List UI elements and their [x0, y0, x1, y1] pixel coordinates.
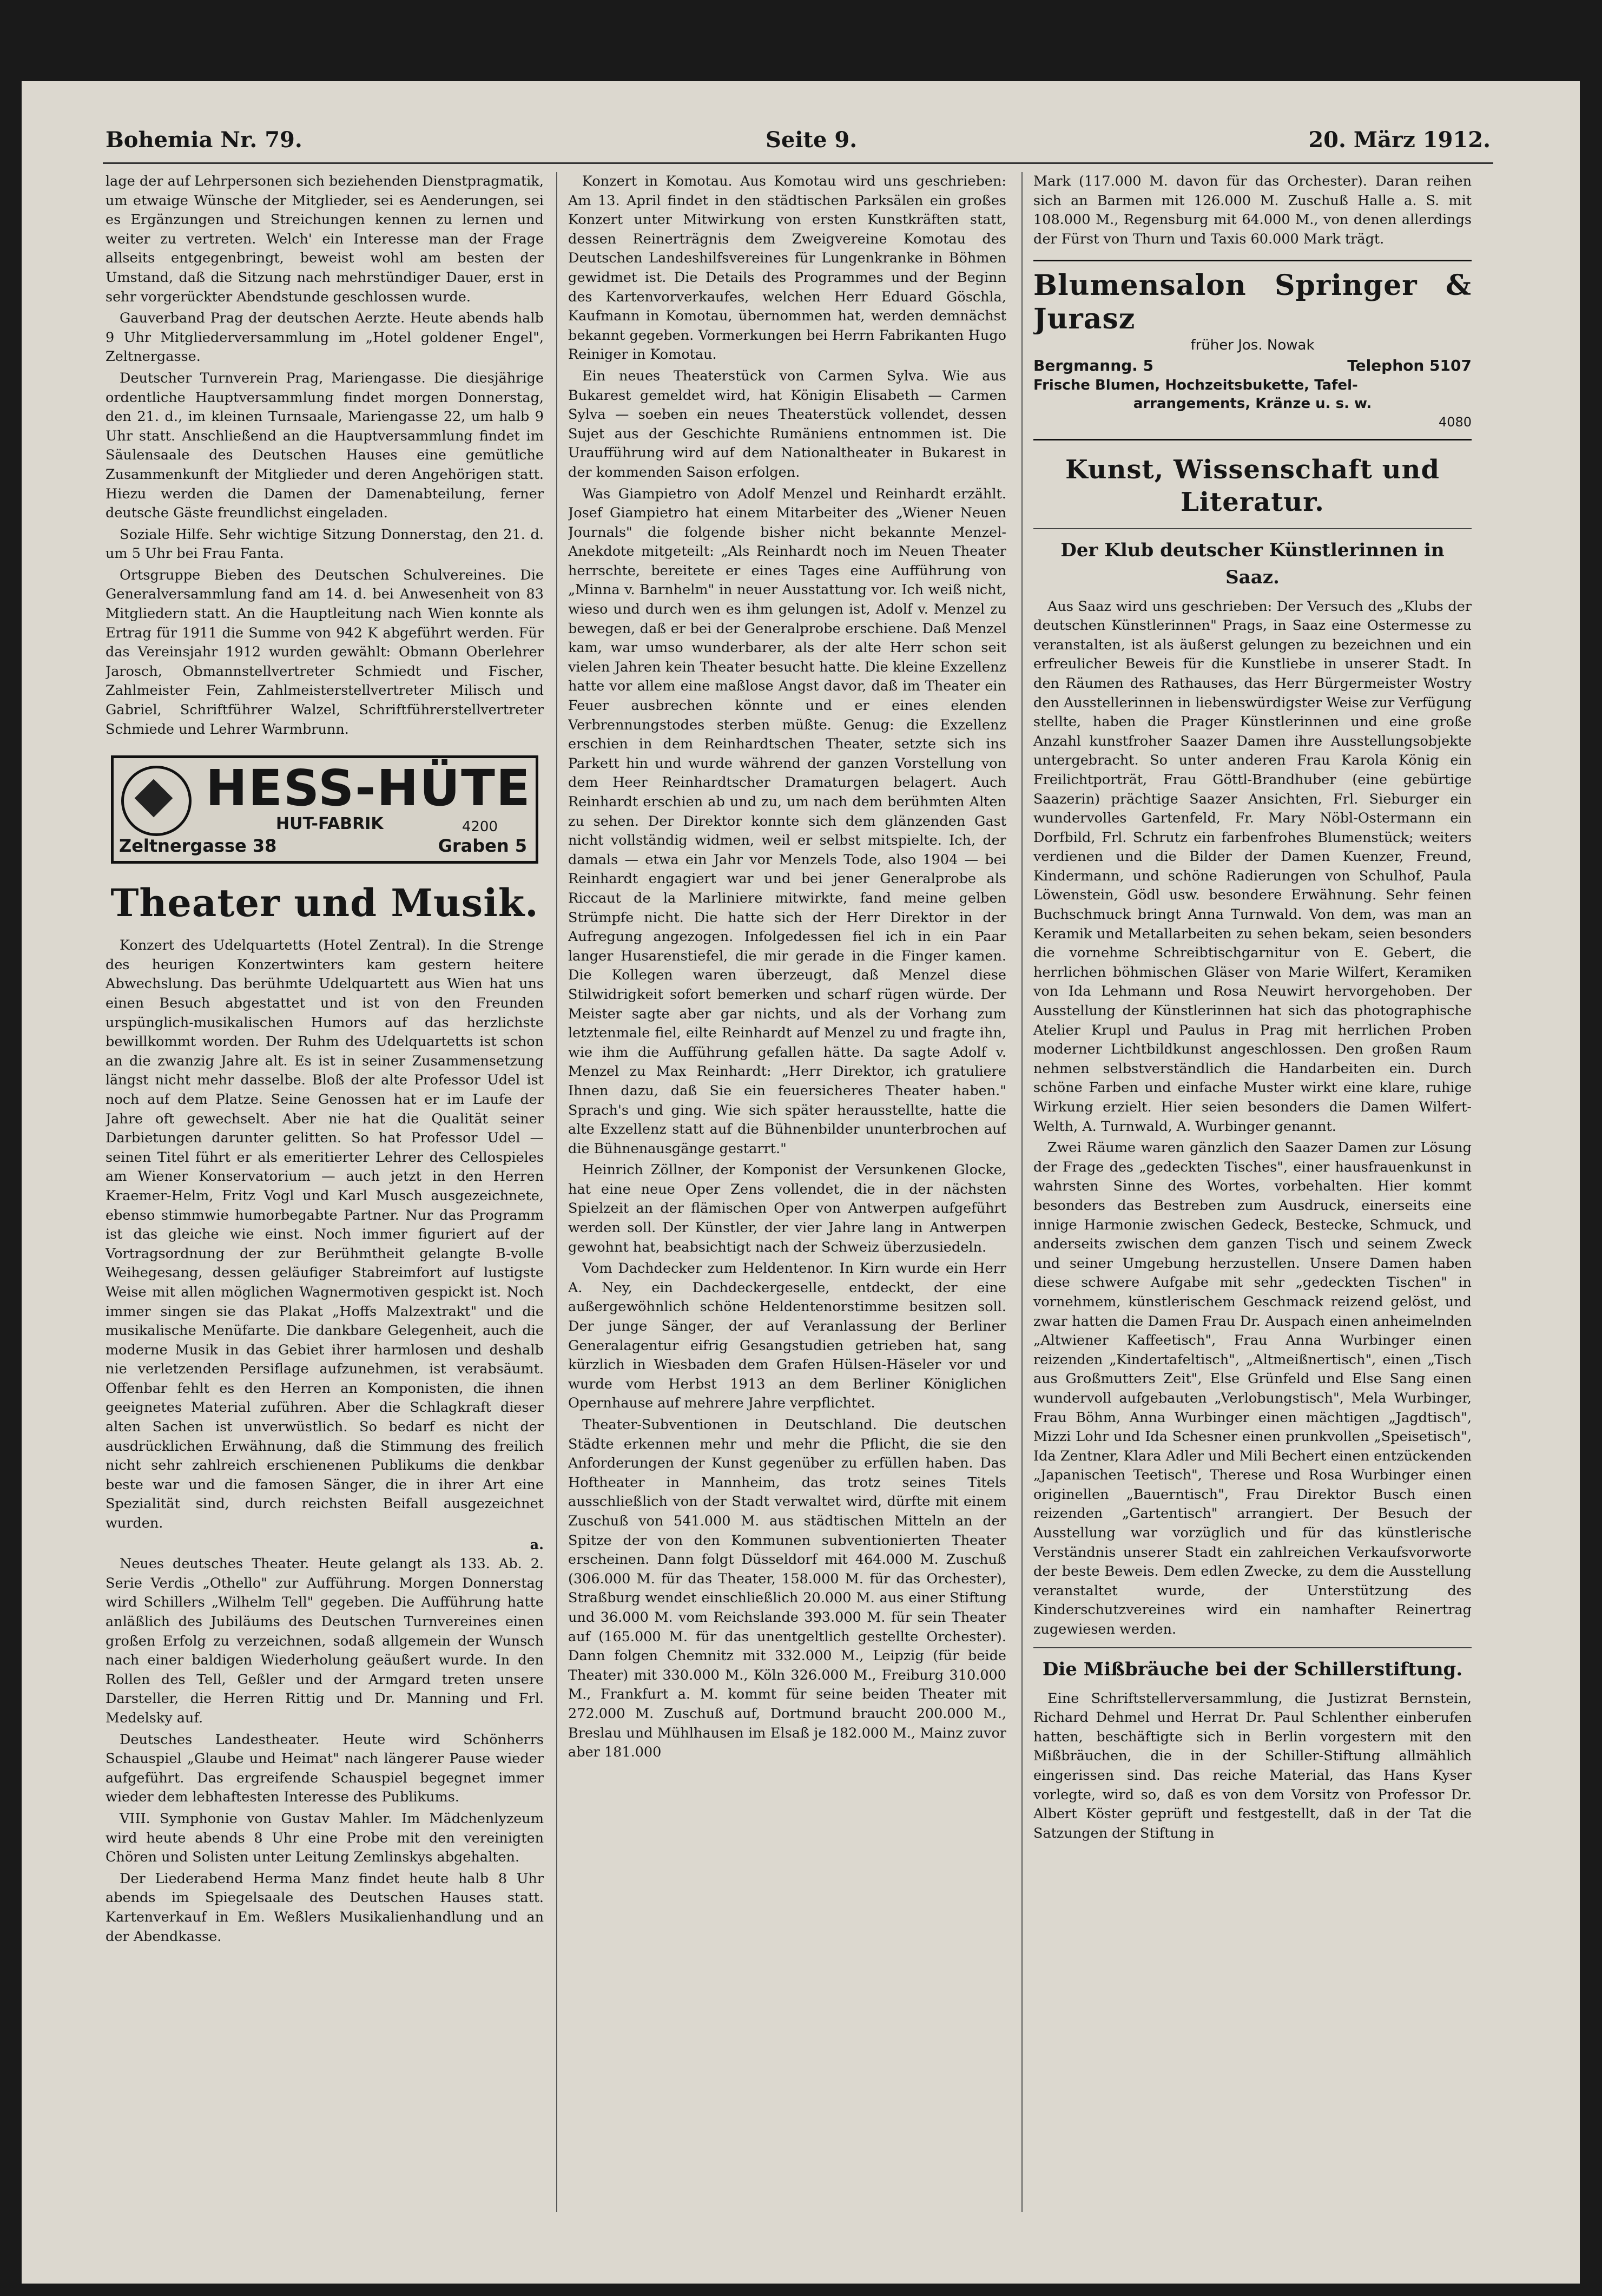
ad-address: Zeltnergasse 38 — [119, 835, 277, 856]
article-paragraph: Konzert in Komotau. Aus Komotau wird uns geschrieben: Am 13. April findet in den städtischen Parksälen ein großes Konzert unter Mitwirkung von ersten Kunstkräften statt, dessen Reinerträgnis dem Zweigvereine Komotau des Deutschen Landeshilfsvereines für Lungenkranke in Böhmen gewidmet ist. Die Details des Programmes und der Beginn des Kartenvorverkaufes, welchen Herr Eduard Göschla, Kaufmann in Komotau, übernommen hat, werden demnächst bekannt gegeben. Vormerkungen bei Herrn Fabrikanten Hugo Reiniger in Komotau. — [568, 173, 1006, 363]
newspaper-page — [22, 81, 1580, 2284]
header-date: 20. März 1912. — [1308, 127, 1491, 153]
article-paragraph: Heinrich Zöllner, der Komponist der Versunkenen Glocke, hat eine neue Oper Zens vollendet, die in der nächsten Spielzeit an der flämischen Oper von Antwerpen aufgeführt werden soll. Der Künstler, der vier Jahre lang in Antwerpen gewohnt hat, beabsichtigt nach der Schweiz überzusiedeln. — [568, 1162, 1006, 1255]
article-paragraph: Soziale Hilfe. Sehr wichtige Sitzung Donnerstag, den 21. d. um 5 Uhr bei Frau Fanta. — [106, 526, 544, 562]
article-paragraph: Konzert des Udelquartetts (Hotel Zentral). In die Strenge des heurigen Konzertwinters kam gestern heitere Abwechslung. Das berühmte Udelquartett aus Wien hat uns einen Besuch abgestattet und ist von den Freunden urspünglich-musikalischen Humors auf das herzlichste bewillkommt worden. Der Ruhm des Udelquartetts ist schon an die zwanzig Jahre alt. Es ist in seiner Zusammensetzung längst nicht mehr dasselbe. Bloß der alte Professor Udel ist noch auf dem Platze. Seine Genossen hat er im Laufe der Jahre oft gewechselt. Aber nie hat die Qualität seiner Darbietungen darunter gelitten. So hat Professor Udel — seinen Titel führt er als emeritierter Lehrer des Cellospieles am Wiener Konservatorium — auch jetzt in den Herren Kraemer-Helm, Fritz Vogl und Karl Musch ausgezeichnete, ebenso stimmwie humorbegabte Partner. Nur das Programm ist das gleiche wie einst. Noch immer figuriert auf der Vortragsordnung der zur Berühmtheit gelangte B-volle Weihegesang, dessen geläufiger Stabreimfort auf lustigste Weise mit allen möglichen Wagnermotiven gespickt ist. Noch immer singen sie das Plakat „Hoffs Malzextrakt" und die musikalische Menüfarte. Die dankbare Gelegenheit, auch die moderne Musik in das Gebiet ihrer harmlosen und deshalb nie verletzenden Persiflage aufzunehmen, ist verabsäumt. Offenbar fehlt es den Herren an Komponisten, die ihnen geeignetes Material zuführen. Aber die Schlagkraft dieser alten Sachen ist unverwüstlich. So bedarf es nicht der ausdrücklichen Erwähnung, daß die Stimmung des freilich nicht sehr zahlreich erschienenen Publikums die denkbar beste war und die famosen Sänger, die in ihrer Art eine Spezialität sind, durch reichsten Beifall ausgezeichnet wurden. — [106, 937, 544, 1532]
header-publication: Bohemia Nr. 79. — [106, 127, 302, 153]
ad-line: arrangements, Kränze u. s. w. — [1133, 395, 1372, 412]
header-rule — [103, 162, 1493, 164]
article-paragraph: Aus Saaz wird uns geschrieben: Der Versuch des „Klubs der deutschen Künstlerinnen" Prags, in Saaz eine Ostermesse zu veranstalten, ist als äußerst gelungen zu bezeichnen und ein erfreulicher Beweis für die Kunstliebe in unserer Stadt. In den Räumen des Rathauses, das Herr Bürgermeister Wostry den Ausstellerinnen in liebenswürdigster Weise zur Verfügung stellte, haben die Prager Künstlerinnen und eine große Anzahl kunstfroher Saazer Damen ihre Ausstellungsobjekte untergebracht. So unter anderen Frau Karola König ein Freilichtporträt, Frau Göttl-Brandhuber (eine gebürtige Saazerin) prächtige Saazer Ansichten, Frl. Sieburger ein wundervolles Gartenfeld, Fr. Mary Nöbl-Ostermann ein Dorfbild, Frl. Schrutz ein farbenfrohes Blumenstück; weiters verdienen und die Bilder der Damen Kuenzer, Freund, Kindermann, und schöne Radierungen von Schulhof, Paula Löwenstein, Gödl usw. besondere Erwähnung. Sehr feinen Buchschmuck bringt Anna Turnwald. Von dem, was man an Keramik und Metallarbeiten zu sehen bekam, seien besonders die vornehme Schreibtischgarnitur von E. Gebert, die herrlichen böhmischen Gläser von Marie Wilfert, Keramiken von Ida Lehmann und Rosa Neuwirt hervorgehoben. Der Ausstellung der Künstlerinnen hat sich das photographische Atelier Krupl und Paulus in Prag mit herrlichen Proben moderner Lichtbildkunst angeschlossen. Den großen Raum nehmen selbstverständlich die Handarbeiten ein. Durch schöne Farben und einfache Muster wirkt eine klare, ruhige Wirkung erzielt. Hier seien besonders die Damen Wilfert-Welth, A. Turnwald, A. Wurbinger genannt. — [1033, 598, 1472, 1135]
header-page-number: Seite 9. — [766, 127, 858, 153]
article-paragraph: Gauverband Prag der deutschen Aerzte. Heute abends halb 9 Uhr Mitgliederversammlung im „Hotel goldener Engel", Zeltnergasse. — [106, 310, 544, 365]
section-heading-theater: Theater und Musik. — [110, 880, 539, 926]
article-paragraph: Mark (117.000 M. davon für das Orchester). Daran reihen sich an Barmen mit 126.000 M. Zuschuß Halle a. S. mit 108.000 M., Regensburg mit 64.000 M., von denen allerdings der Fürst von Thurn und Taxis 60.000 Mark trägt. — [1033, 173, 1472, 247]
article-paragraph: Der Liederabend Herma Manz findet heute halb 8 Uhr abends im Spiegelsaale des Deutschen Hauses statt. Kartenverkauf in Em. Weßlers Musikalienhandlung und an der Abendkasse. — [106, 1870, 544, 1945]
article-paragraph: Deutscher Turnverein Prag, Mariengasse. Die diesjährige ordentliche Hauptversammlung findet morgen Donnerstag, den 21. d., im kleinen Turnsaale, Mariengasse 22, um halb 9 Uhr statt. Anschließend an die Hauptversammlung findet im Säulensaale des Deutschen Hauses eine gemütliche Zusammenkunft der Mitglieder und deren Angehörigen statt. Hiezu werden die Damen der Damenabteilung, ferner deutsche Gäste freundlichst eingeladen. — [106, 370, 544, 522]
article-paragraph: Ein neues Theaterstück von Carmen Sylva. Wie aus Bukarest gemeldet wird, hat Königin Elisabeth — Carmen Sylva — soeben ein neues Theaterstück vollendet, dessen Sujet aus der Geschichte Rumäniens entnommen ist. Die Uraufführung wird auf dem Nationaltheater in Bukarest in der kommenden Saison erfolgen. — [568, 367, 1006, 481]
column-1 — [106, 172, 544, 2212]
article-paragraph: Neues deutsches Theater. Heute gelangt als 133. Ab. 2. Serie Verdis „Othello" zur Aufführung. Morgen Donnerstag wird Schillers „Wilhelm Tell" gegeben. Die Aufführung hatte anläßlich des Jubiläums des Deutschen Turnvereines einen großen Erfolg zu verzeichnen, sodaß allgemein der Wunsch nach einer baldigen Wiederholung geäußert wurde. In den Rollen des Tell, Geßler und der Armgard treten unsere Darsteller, die Herren Rittig und Dr. Manning und Frl. Medelsky auf. — [106, 1556, 544, 1726]
ad-phone: Telephon 5107 — [1347, 356, 1472, 374]
ad-brand: Blumensalon Springer & Jurasz — [1033, 269, 1472, 336]
article-paragraph: Deutsches Landestheater. Heute wird Schönherrs Schauspiel „Glaube und Heimat" nach längerer Pause wieder aufgeführt. Das ergreifende Schauspiel begegnet immer wieder dem lebhaftesten Interesse des Publikums. — [106, 1731, 544, 1806]
column-2 — [568, 172, 1006, 2212]
article-heading: Der Klub deutscher Künstlerinnen in Saaz. — [1060, 539, 1445, 588]
ad-contact-row — [1033, 356, 1472, 376]
article-paragraph: Eine Schriftstellerversammlung, die Justizrat Bernstein, Richard Dehmel und Herrat Dr. Paul Schlenther einberufen hatten, beschäftigte sich in Berlin vorgestern mit den Mißbräuchen, die in der Schiller-Stiftung allmählich eingerissen sind. Das reiche Material, das Hans Kyser vorlegte, wird so, daß es von dem Vorsitz von Professor Dr. Albert Köster geprüft und festgestellt, daß in der Tat die Satzungen der Stiftung in — [1033, 1690, 1472, 1841]
ad-address: Bergmanng. 5 — [1033, 356, 1154, 374]
article-paragraph: Zwei Räume waren gänzlich den Saazer Damen zur Lösung der Frage des „gedeckten Tisches", einer hausfrauenkunst in wahrsten Sinne des Wortes, vorbehalten. Hier kommt besonders das Bestreben zum Ausdruck, einerseits eine innige Harmonie zwischen Gedeck, Bestecke, Schmuck, und anderseits zwischen dem ganzen Tisch und seinem Zweck und seiner Umgebung herzustellen. Unsere Damen haben diese schwere Aufgabe mit sehr „gedeckten Tischen" in vornehmem, künstlerischem Geschmack reizend gelöst, und zwar hatten die Damen Frau Dr. Auspach einen anheimelnden „Altwiener Kaffeetisch", Frau Anna Wurbinger einen reizenden „Kindertafeltisch", „Altmeißnertisch", einen „Tisch aus Großmutters Zeit", Else Grünfeld und Else Sang einen wundervoll aufgebauten „Verlobungstisch", Mela Wurbinger, Frau Böhm, Anna Wurbinger einen mächtigen „Jagdtisch", Mizzi Lohr und Ida Schesner einen prunkvollen „Speisetisch", Ida Zentner, Klara Adler und Mili Bechert einen entzückenden „Japanischen Teetisch", Therese und Rosa Wurbinger einen originellen „Bauerntisch", Frau Direktor Busch einen reizenden „Gartentisch" arrangiert. Der Besuch der Ausstellung war vorzüglich und für das künstlerische Verständnis unserer Stadt ein zahlreichen Verkaufsvorworte der beste Beweis. Dem edlen Zwecke, zu dem die Ausstellung veranstaltet wurde, der Unterstützung des Kinderschutzvereines wird ein namhafter Reinertrag zugewiesen werden. — [1033, 1140, 1472, 1638]
flower-shop-advertisement — [1033, 260, 1472, 440]
column-3 — [1033, 172, 1472, 2212]
divider — [1033, 528, 1472, 529]
article-paragraph: Ortsgruppe Bieben des Deutschen Schulvereines. Die Generalversammlung fand am 14. d. bei Anwesenheit von 83 Mitgliedern statt. An die Hauptleitung nach Wien konnte als Ertrag für 1911 die Summe von 942 K abgeführt werden. Für das Vereinsjahr 1912 wurden gewählt: Obmann Oberlehrer Jarosch, Obmannstellvertreter Schmiedt und Fischer, Zahlmeister Fein, Zahlmeisterstellvertreter Milisch und Gabriel, Schriftführer Walzel, Schriftführerstellvertreter Schmiede und Lehrer Warmbrunn. — [106, 567, 544, 738]
hess-hats-advertisement — [111, 755, 538, 864]
article-paragraph: Vom Dachdecker zum Heldentenor. In Kirn wurde ein Herr A. Ney, ein Dachdeckergeselle, entdeckt, der eine außergewöhnlich schöne Heldentenorstimme besitzen soll. Der junge Sänger, der auf Veranlassung der Berliner Generalagentur eifrig Gesangstudien getrieben hat, sang kürzlich in Wiesbaden dem Grafen Hülsen-Häseler vor und wurde vom Herbst 1913 an dem Berliner Königlichen Opernhause auf mehrere Jahre verpflichtet. — [568, 1260, 1006, 1412]
column-divider — [1021, 172, 1023, 2212]
section-heading-kunst: Kunst, Wissenschaft und Literatur. — [1065, 454, 1440, 517]
article-paragraph: Theater-Subventionen in Deutschland. Die deutschen Städte erkennen mehr und mehr die Pflicht, die sie den Anforderungen der Kunst gegenüber zu erfüllen haben. Das Hoftheater in Mannheim, das trotz seines Titels ausschließlich von der Stadt verwaltet wird, dürfte mit einem Zuschuß von 541.000 M. aus städtischen Mitteln an der Spitze der von den Kommunen subventionierten Theater erscheinen. Dann folgt Düsseldorf mit 464.000 M. Zuschuß (306.000 M. für das Theater, 158.000 M. für das Orchester), Straßburg wendet einschließlich 20.000 M. aus einer Stiftung und 36.000 M. vom Reichslande 393.000 M. für sein Theater auf (165.000 M. für das unentgeltlich gestellte Orchester). Dann folgen Chemnitz mit 332.000 M., Leipzig (für beide Theater) mit 330.000 M., Köln 326.000 M., Freiburg 310.000 M., Frankfurt a. M. kommt für seine beiden Theater mit 272.000 M. Zuschuß auf, Dortmund braucht 200.000 M., Breslau und Mühlhausen im Elsaß je 182.000 M., Mainz zuvor aber 181.000 — [568, 1417, 1006, 1761]
page-header — [106, 127, 1491, 165]
ad-former-owner: früher Jos. Nowak — [1190, 337, 1315, 354]
hat-emblem-icon — [121, 766, 192, 836]
article-paragraph: lage der auf Lehrpersonen sich beziehenden Dienstpragmatik, um etwaige Wünsche der Mitglieder, sei es Aenderungen, sei es Ergänzungen und Streichungen kennen zu lernen und weiter zu vertreten. Welch' ein Interesse man der Frage allseits entgegenbringt, beweist wohl am besten der Umstand, daß die Sitzung nach mehrstündiger Dauer, erst in sehr vorgerückter Abendstunde geschlossen wurde. — [106, 173, 544, 305]
ad-brand: HESS-HÜTE — [206, 759, 531, 818]
divider — [1033, 1647, 1472, 1648]
ad-line: Frische Blumen, Hochzeitsbukette, Tafel- — [1033, 377, 1358, 393]
article-heading: Die Mißbräuche bei der Schillerstiftung. — [1042, 1658, 1463, 1680]
article-paragraph: VIII. Symphonie von Gustav Mahler. Im Mädchenlyzeum wird heute abends 8 Uhr eine Probe mit den vereinigten Chören und Solisten unter Leitung Zemlinskys abgehalten. — [106, 1810, 544, 1866]
article-signature: a. — [530, 1536, 544, 1553]
ad-address: Graben 5 — [438, 835, 527, 856]
article-paragraph: Was Giampietro von Adolf Menzel und Reinhardt erzählt. Josef Giampietro hat einem Mitarbeiter des „Wiener Neuen Journals" die folgende bisher nicht bekannte Menzel-Anekdote mitgeteilt: „Als Reinhardt noch im Neuen Theater herrschte, bereitete er eines Tages eine Aufführung von „Minna v. Barnhelm" in neuer Ausstattung vor. Ich weiß nicht, wieso und durch wen es ihm gelungen ist, Adolf v. Menzel zu bewegen, daß er bei der Generalprobe erschiene. Daß Menzel kam, war umso wunderbarer, als der alte Herr schon seit vielen Jahren kein Theater besucht hatte. Die kleine Exzellenz hatte vor allem eine maßlose Angst davor, daß im Theater ein Feuer ausbrechen könnte und er eines elenden Verbrennungstodes sterben müßte. Genug: die Exzellenz erschien in dem Reinhardtschen Theater, setzte sich ins Parkett hin und wurde während der ganzen Vorstellung von dem Heer Reinhardtscher Dramaturgen belagert. Auch Reinhardt erschien ab und zu, um nach dem berühmten Alten zu sehen. Der Direktor konnte sich dem glänzenden Gast nicht vollständig widmen, weil er selbst mitspielte. Ich, der damals — etwa ein Jahr vor Menzels Tode, also 1904 — bei Reinhardt engagiert war und bei jener Generalprobe als Riccaut de la Marliniere mitwirkte, fand meine gelben Strümpfe nicht. Die hatte sich der Herr Direktor in der Aufregung angezogen. Infolgedessen fiel ich in ein Paar langer Husarenstiefel, die mir gerade in die Finger kamen. Die Kollegen waren überzeugt, daß Menzel diese Stilwidrigkeit sofort bemerken und scharf rügen würde. Der Meister sagte aber gar nichts, und als der Vorhang zum letztenmale fiel, eilte Reinhardt auf Menzel zu und fragte ihn, wie ihm die Aufführung gefallen hätte. Da sagte Adolf v. Menzel zu Max Reinhardt: „Herr Direktor, ich gratuliere Ihnen dazu, daß Sie ein feuersicheres Theater haben." Sprach's und ging. Wie sich später herausstellte, hatte die alte Exzellenz statt auf die Bühnenbilder ununterbrochen auf die Bühnenausgänge gestarrt." — [568, 485, 1006, 1157]
ad-phone: 4200 — [462, 819, 498, 835]
column-divider — [556, 172, 557, 2212]
ad-number: 4080 — [1438, 414, 1472, 430]
ad-subtitle: HUT-FABRIK — [276, 814, 384, 834]
